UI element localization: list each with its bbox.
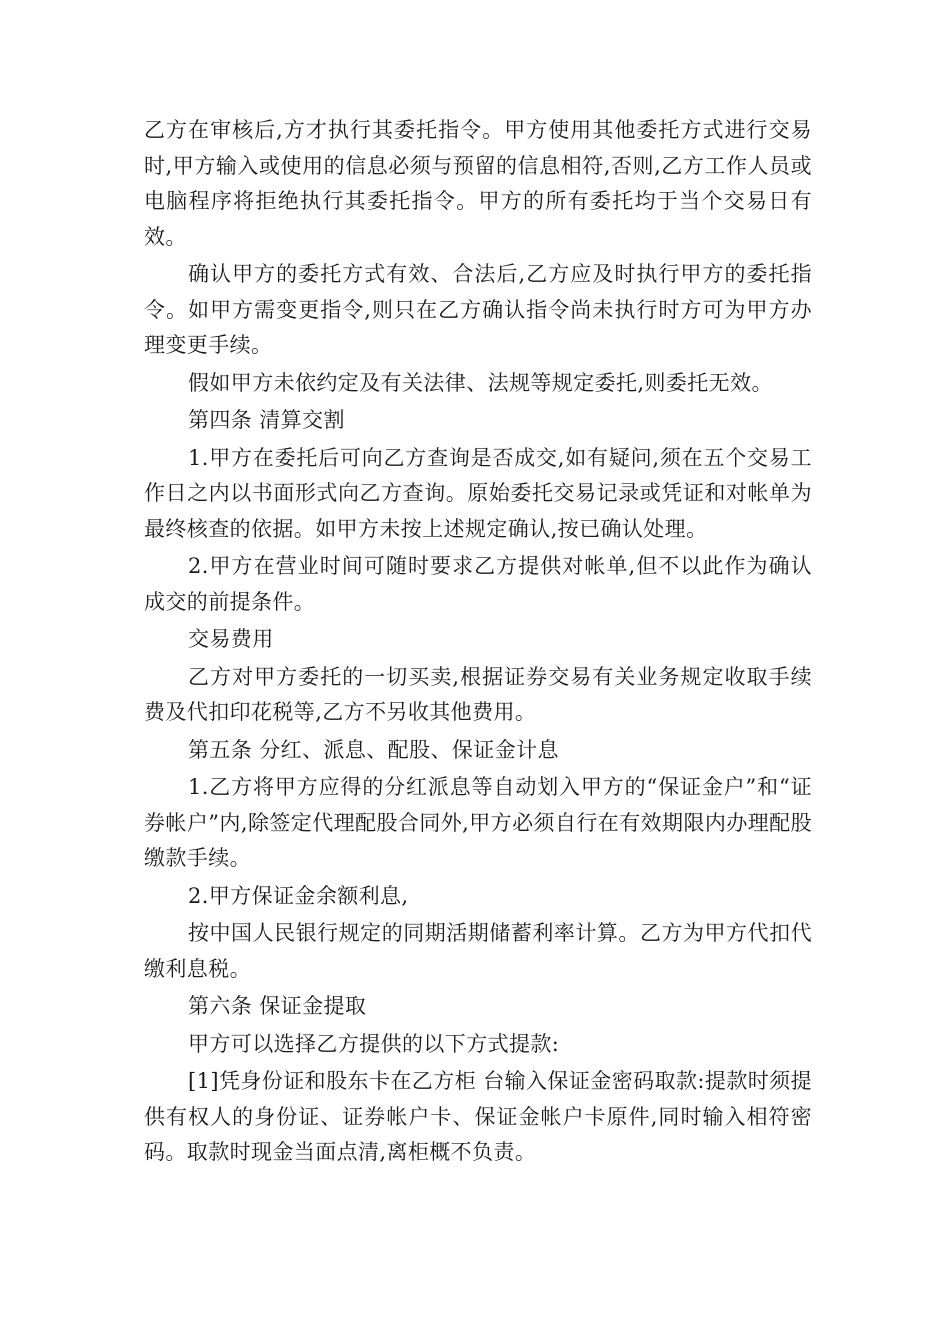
paragraph-6: 2.甲方在营业时间可随时要求乙方提供对帐单,但不以此作为确认成交的前提条件。: [144, 554, 812, 614]
paragraph-1: 乙方在审核后,方才执行其委托指令。甲方使用其他委托方式进行交易时,甲方输入或使用的信息必须与预留的信息相符,否则,乙方工作人员或电脑程序将拒绝执行其委托指令。甲方的所有委托均于当个交易日有效。: [144, 118, 812, 249]
section-heading-article-4: 第四条 清算交割: [188, 408, 345, 432]
paragraph-11: 2.甲方保证金余额利息,: [188, 883, 409, 908]
paragraph-8: 乙方对甲方委托的一切买卖,根据证券交易有关业务规定收取手续费及代扣印花税等,乙方不另收其他费用。: [144, 664, 812, 724]
paragraph-14: 甲方可以选择乙方提供的以下方式提款:: [188, 1031, 560, 1056]
paragraph-2: 确认甲方的委托方式有效、合法后,乙方应及时执行甲方的委托指令。如甲方需变更指令,则只在乙方确认指令尚未执行时方可为甲方办理变更手续。: [144, 262, 812, 357]
section-heading-article-5: 第五条 分红、派息、配股、保证金计息: [188, 737, 559, 762]
paragraph-5: 1.甲方在委托后可向乙方查询是否成交,如有疑问,须在五个交易工作日之内以书面形式向乙方查询。原始委托交易记录或凭证和对帐单为最终核查的依据。如甲方未按上述规定确认,按已确认处理。: [144, 445, 812, 541]
section-heading-fees: 交易费用: [188, 627, 274, 651]
paragraph-10: 1.乙方将甲方应得的分红派息等自动划入甲方的“保证金户”和“证券帐户”内,除签定代理配股合同外,甲方必须自行在有效期限内办理配股缴款手续。: [144, 775, 812, 870]
document-body: [144, 113, 812, 1173]
section-heading-article-6: 第六条 保证金提取: [188, 994, 367, 1018]
paragraph-3: 假如甲方未依约定及有关法律、法规等规定委托,则委托无效。: [188, 370, 773, 395]
paragraph-15: [1]凭身份证和股东卡在乙方柜 台输入保证金密码取款:提款时须提供有权人的身份证、证券帐户卡、保证金帐户卡原件,同时输入相符密码。取款时现金当面点清,离柜概不负责。: [144, 1069, 812, 1164]
paragraph-12: 按中国人民银行规定的同期活期储蓄利率计算。乙方为甲方代扣代缴利息税。: [144, 921, 812, 981]
